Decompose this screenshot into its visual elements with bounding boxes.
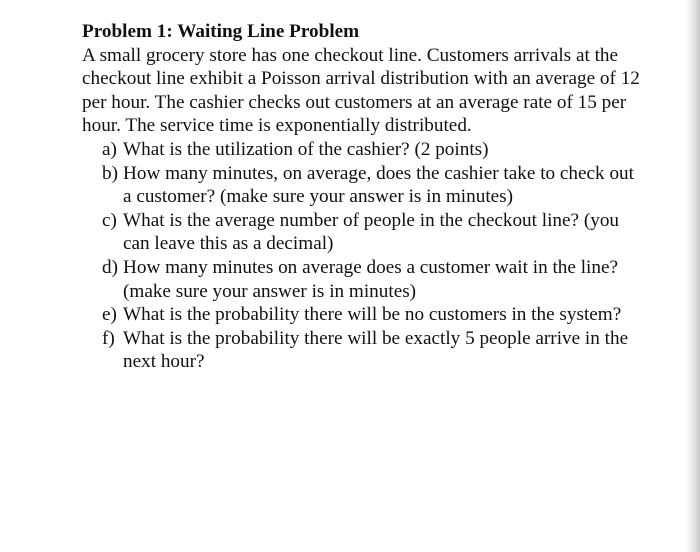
question-item xyxy=(102,303,642,327)
page-edge-shadow xyxy=(686,0,700,552)
problem-intro: A small grocery store has one checkout line. Customers arrivals at the checkout line exhibit a Poisson arrival distribution with an average of 12 per hour. The cashier checks out customers at an average rate of 15 per hour. The service time is exponentially distributed. xyxy=(82,44,640,137)
question-text: How many minutes on average does a customer wait in the line? (make sure your answer is in minutes) xyxy=(123,256,618,302)
question-letter: f) xyxy=(102,327,115,349)
question-text: What is the average number of people in the checkout line? (you can leave this as a decimal) xyxy=(123,209,620,255)
question-letter: a) xyxy=(102,138,117,160)
question-item xyxy=(102,327,642,374)
problem-document xyxy=(82,20,642,374)
question-item xyxy=(102,209,642,256)
question-letter: e) xyxy=(102,304,117,326)
question-text: What is the probability there will be no customers in the system? xyxy=(123,304,622,326)
question-text: What is the utilization of the cashier? (2 points) xyxy=(123,138,489,160)
question-letter: b) xyxy=(102,162,118,184)
question-letter: d) xyxy=(102,256,118,278)
question-item xyxy=(102,138,642,162)
question-list xyxy=(82,138,642,374)
question-letter: c) xyxy=(102,209,117,231)
question-text: How many minutes, on average, does the cashier take to check out a customer? (make sure your answer is in minutes) xyxy=(123,162,634,208)
question-item xyxy=(102,256,642,303)
question-text: What is the probability there will be exactly 5 people arrive in the next hour? xyxy=(123,327,629,373)
problem-title: Problem 1: Waiting Line Problem xyxy=(82,21,360,42)
question-item xyxy=(102,162,642,209)
